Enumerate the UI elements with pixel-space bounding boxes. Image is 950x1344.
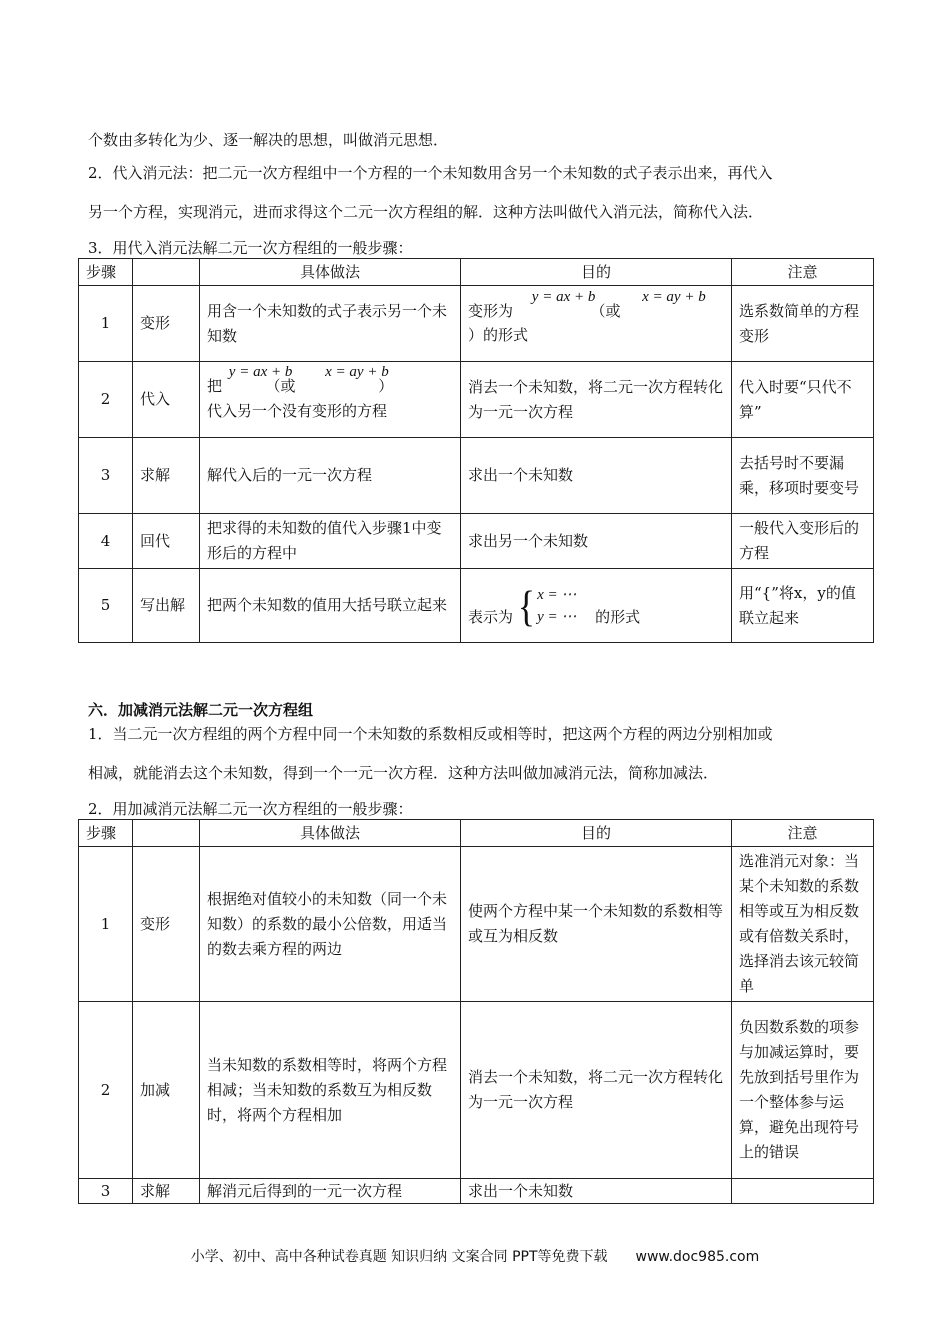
elimination-steps-table <box>78 819 874 1204</box>
substitution-steps-table <box>78 258 874 643</box>
step-method: 把两个未知数的值用大括号联立起来 <box>200 569 461 643</box>
step-note: 负因数系数的项参与加减运算时，要先放到括号里作为一个整体参与运算，避免出现符号上的错误 <box>732 1002 874 1179</box>
system-line-y: y = ⋯ <box>537 608 577 625</box>
step-purpose <box>461 286 732 362</box>
header-purpose: 目的 <box>461 820 732 847</box>
step-number: 4 <box>79 514 133 569</box>
step-name: 求解 <box>133 1179 200 1204</box>
step-purpose: 求出另一个未知数 <box>461 514 732 569</box>
step-number: 3 <box>79 1179 133 1204</box>
step-name: 代入 <box>133 362 200 438</box>
step-number: 1 <box>79 847 133 1002</box>
equation-x: x = ay + b <box>325 364 389 380</box>
header-step: 步骤 <box>79 820 133 847</box>
header-note: 注意 <box>732 259 874 286</box>
table-row <box>79 1002 874 1179</box>
step-name: 变形 <box>133 847 200 1002</box>
step-number: 3 <box>79 438 133 514</box>
purpose-suffix: ）的形式 <box>468 326 529 344</box>
section6-item1-line1: 1．当二元一次方程组的两个方程中同一个未知数的系数相反或相等时，把这两个方程的两边分别相加或 <box>88 725 773 743</box>
section6-title: 六．加减消元法解二元一次方程组 <box>88 701 314 719</box>
section6-item1-line2: 相减，就能消去这个未知数，得到一个一元一次方程．这种方法叫做加减消元法，简称加减法． <box>88 764 719 782</box>
purpose-suffix: 的形式 <box>595 607 641 626</box>
equation-x: x = ay + b <box>642 289 706 305</box>
page-footer <box>0 1246 950 1266</box>
or-text: （或 <box>590 302 621 320</box>
method-suffix: 代入另一个没有变形的方程 <box>207 402 388 420</box>
equation-y: y = ax + b <box>228 364 293 380</box>
or-text: （或 <box>265 377 296 395</box>
header-step: 步骤 <box>79 259 133 286</box>
table-row <box>79 362 874 438</box>
table-row <box>79 847 874 1002</box>
close-paren: ） <box>378 377 394 395</box>
step-note: 代入时要“只代不算” <box>732 362 874 438</box>
section6-item2-caption: 2．用加减消元法解二元一次方程组的一般步骤： <box>88 800 413 818</box>
step-number: 2 <box>79 362 133 438</box>
step-method: 把求得的未知数的值代入步骤1中变形后的方程中 <box>200 514 461 569</box>
table-row <box>79 1179 874 1204</box>
step-method <box>200 362 461 438</box>
step-name: 求解 <box>133 438 200 514</box>
step-name: 加减 <box>133 1002 200 1179</box>
step-purpose: 求出一个未知数 <box>461 1179 732 1204</box>
step-note: 用“{”将x，y的值联立起来 <box>732 569 874 643</box>
step-note: 去括号时不要漏乘，移项时要变号 <box>732 438 874 514</box>
item2-line2: 另一个方程，实现消元，进而求得这个二元一次方程组的解．这种方法叫做代入消元法，简称代入法． <box>88 203 764 221</box>
intro-tail: 个数由多转化为少、逐一解决的思想，叫做消元思想． <box>88 131 449 149</box>
table-header-row <box>79 820 874 847</box>
step-purpose <box>461 569 732 643</box>
purpose-prefix: 表示为 <box>468 607 514 626</box>
step-method: 当未知数的系数相等时，将两个方程相减；当未知数的系数互为相反数时，将两个方程相加 <box>200 1002 461 1179</box>
header-purpose: 目的 <box>461 259 732 286</box>
step-name: 写出解 <box>133 569 200 643</box>
step-method: 解消元后得到的一元一次方程 <box>200 1179 461 1204</box>
step-number: 2 <box>79 1002 133 1179</box>
step-method: 解代入后的一元一次方程 <box>200 438 461 514</box>
step-note: 选准消元对象：当某个未知数的系数相等或互为相反数或有倍数关系时，选择消去该元较简单 <box>732 847 874 1002</box>
step-note: 一般代入变形后的方程 <box>732 514 874 569</box>
solution-system <box>517 581 577 630</box>
table-row <box>79 438 874 514</box>
step-note <box>732 1179 874 1204</box>
header-method: 具体做法 <box>200 820 461 847</box>
header-blank <box>133 259 200 286</box>
system-line-x: x = ⋯ <box>537 586 577 603</box>
purpose-prefix: 变形为 <box>468 302 514 320</box>
method-prefix: 把 <box>207 377 223 395</box>
table-row <box>79 286 874 362</box>
step-purpose: 求出一个未知数 <box>461 438 732 514</box>
footer-url[interactable]: www.doc985.com <box>635 1249 760 1265</box>
item3-caption: 3．用代入消元法解二元一次方程组的一般步骤： <box>88 239 413 257</box>
table-row <box>79 569 874 643</box>
footer-text: 小学、初中、高中各种试卷真题 知识归纳 文案合同 PPT等免费下载 <box>190 1249 608 1265</box>
step-purpose: 消去一个未知数，将二元一次方程转化为一元一次方程 <box>461 1002 732 1179</box>
step-name: 回代 <box>133 514 200 569</box>
step-method: 用含一个未知数的式子表示另一个未知数 <box>200 286 461 362</box>
header-blank <box>133 820 200 847</box>
step-method: 根据绝对值较小的未知数（同一个未知数）的系数的最小公倍数，用适当的数去乘方程的两边 <box>200 847 461 1002</box>
step-purpose: 消去一个未知数，将二元一次方程转化为一元一次方程 <box>461 362 732 438</box>
equation-y: y = ax + b <box>531 289 596 305</box>
item2-line1: 2．代入消元法：把二元一次方程组中一个方程的一个未知数用含另一个未知数的式子表示出来，再代入 <box>88 164 773 182</box>
table-header-row <box>79 259 874 286</box>
table-row <box>79 514 874 569</box>
step-purpose: 使两个方程中某一个未知数的系数相等或互为相反数 <box>461 847 732 1002</box>
step-number: 1 <box>79 286 133 362</box>
header-method: 具体做法 <box>200 259 461 286</box>
header-note: 注意 <box>732 820 874 847</box>
step-name: 变形 <box>133 286 200 362</box>
step-number: 5 <box>79 569 133 643</box>
brace-symbol: { <box>517 581 536 630</box>
step-note: 选系数简单的方程变形 <box>732 286 874 362</box>
